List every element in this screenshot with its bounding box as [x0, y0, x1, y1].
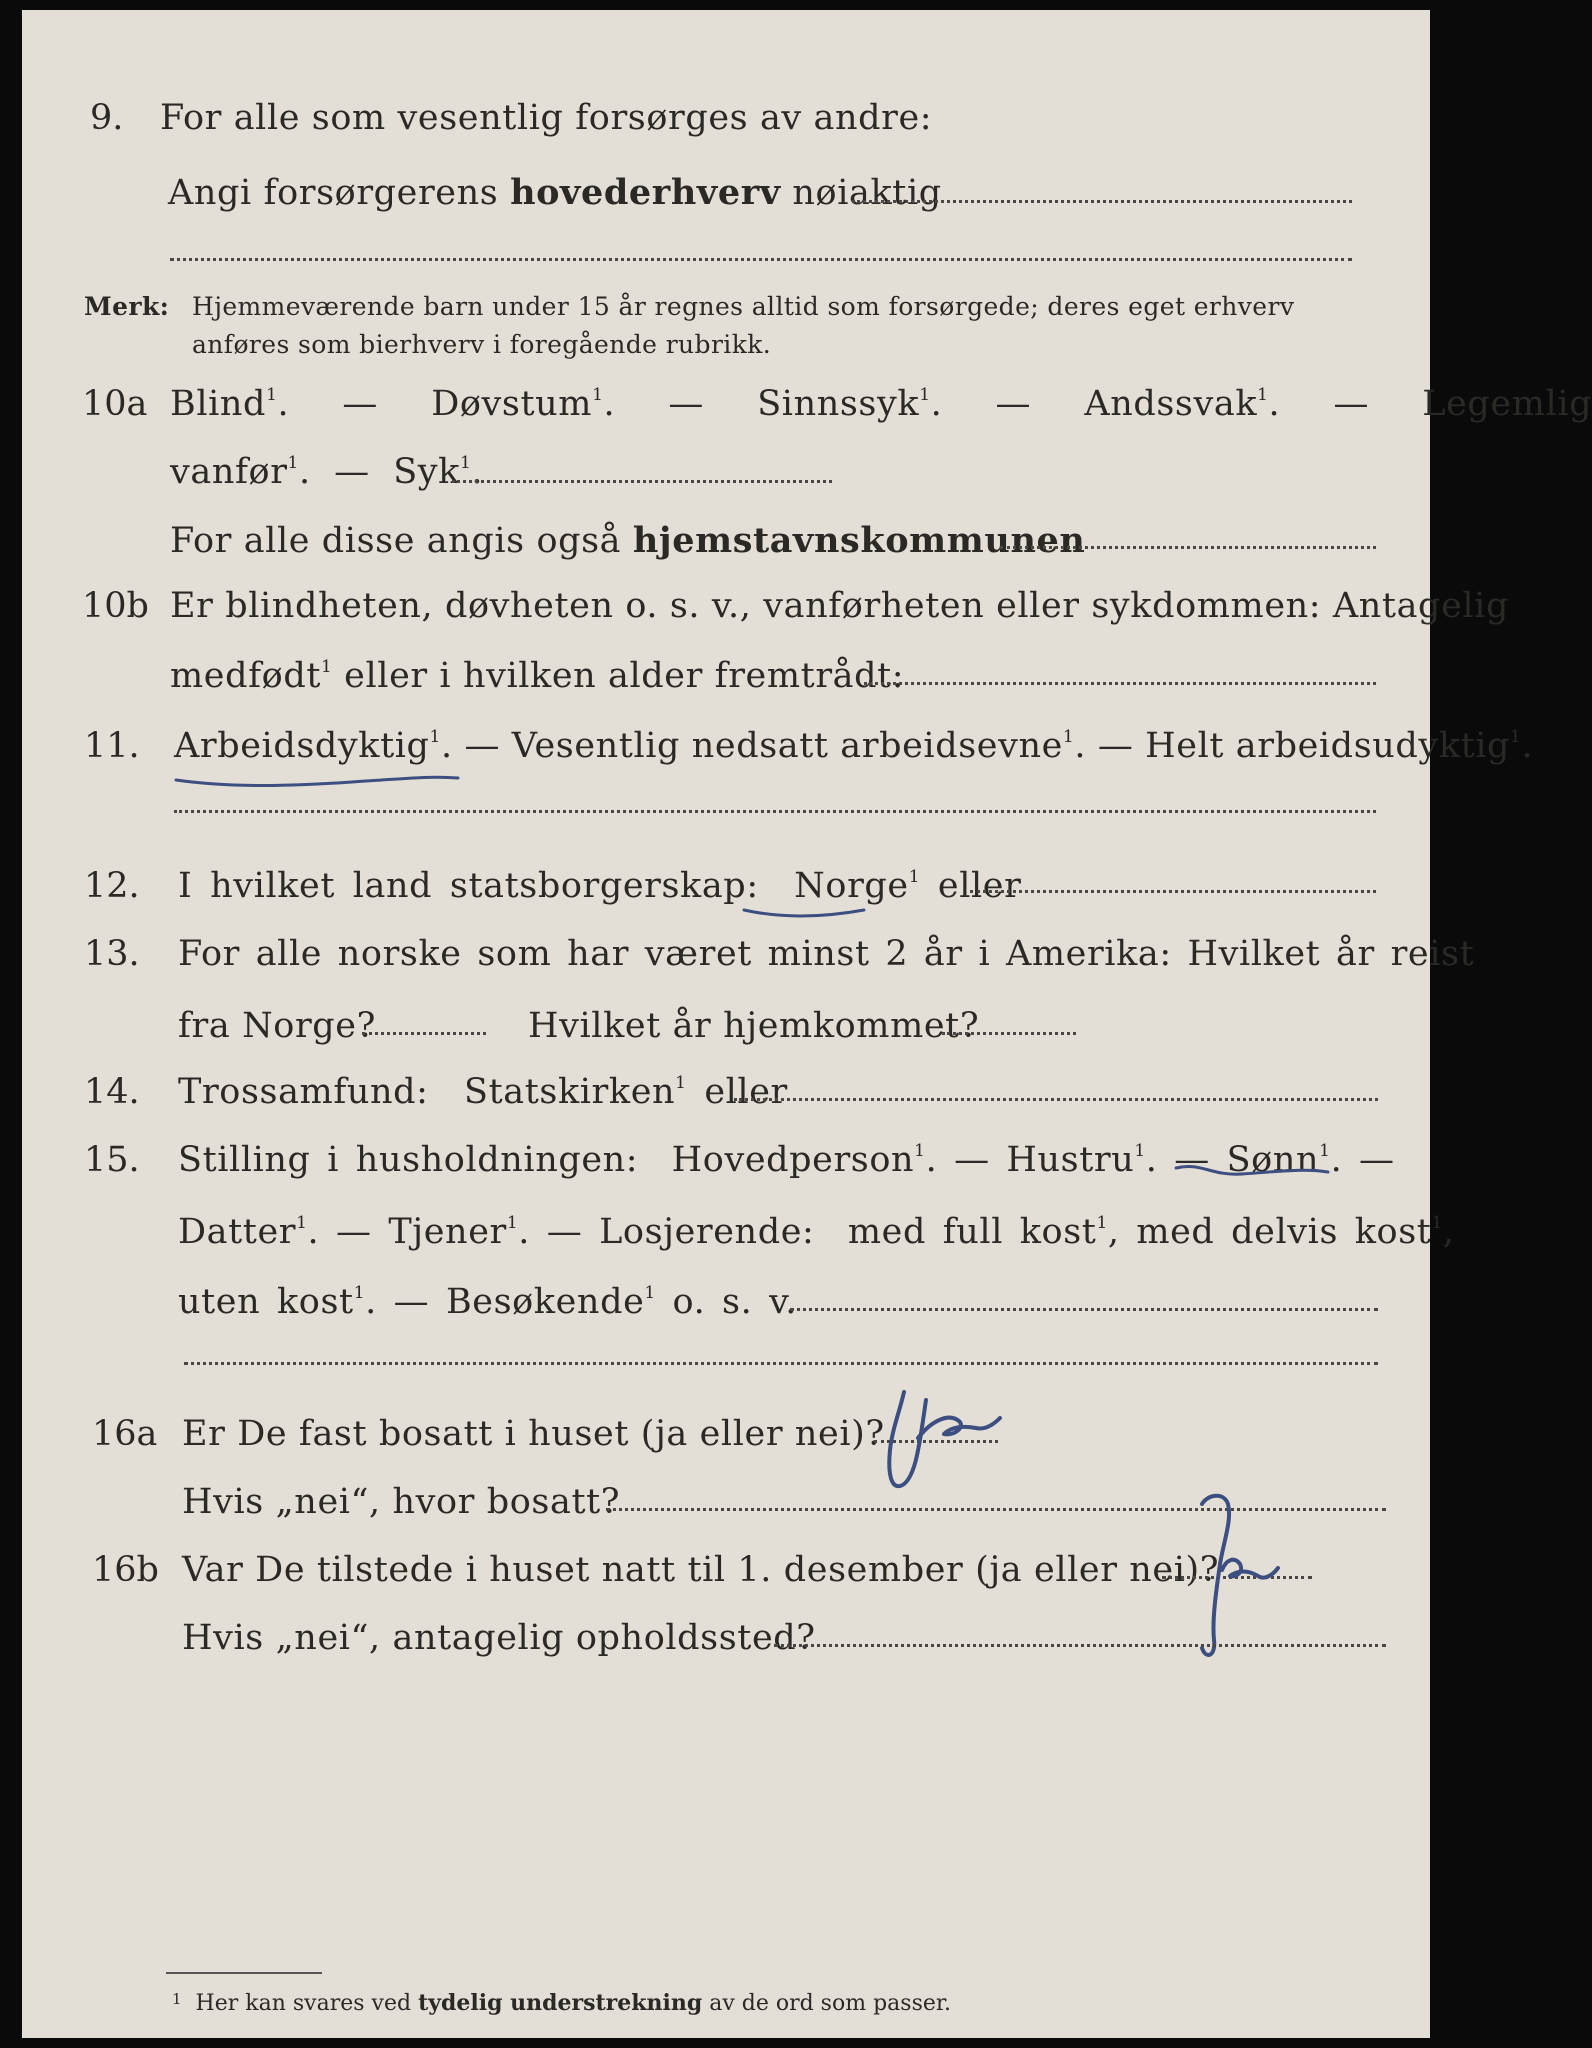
q10a-number: 10a: [82, 384, 148, 424]
q10a-line1: Blind$^1$. — Døvstum$^1$. — Sinnssyk$^1$. — Andssvak$^1$. — Legemlig: [170, 384, 1592, 424]
option-statskirken[interactable]: Statskirken$^1$: [464, 1072, 687, 1112]
merk-label: Merk:: [84, 292, 170, 321]
q16b-opholdssted-line[interactable]: [774, 1644, 1386, 1647]
underline-arbeidsdyktig: [172, 766, 462, 796]
option-syk[interactable]: Syk$^1$.: [393, 452, 484, 492]
q16a-line2: Hvis „nei“, hvor bosatt?: [182, 1482, 621, 1522]
q10a-answer-line[interactable]: [452, 480, 832, 483]
q9-answer-line-2[interactable]: [170, 258, 1352, 261]
q15-line1: Stilling i husholdningen: Hovedperson$^1$. — Hustru$^1$. — Sønn$^1$. —: [178, 1140, 1395, 1180]
option-sinnssyk[interactable]: Sinnssyk$^1$.: [757, 384, 943, 424]
q9-line2: Angi forsørgerens hovederhverv nøiaktig: [168, 172, 942, 213]
underline-norge: [740, 902, 870, 926]
q10a-hjemstavn-line[interactable]: [1000, 546, 1376, 549]
option-andssvak[interactable]: Andssvak$^1$.: [1084, 384, 1281, 424]
merk-line2: anføres som bierhverv i foregående rubrikk.: [192, 330, 772, 359]
underline-sonn: [1172, 1160, 1332, 1190]
q16b-line1: Var De tilstede i huset natt til 1. desember (ja eller nei)?: [182, 1550, 1220, 1590]
q12-answer-line[interactable]: [970, 890, 1376, 893]
option-besokende[interactable]: Besøkende$^1$: [445, 1282, 656, 1322]
q13-line2a: fra Norge?: [178, 1006, 376, 1046]
q10a-line3: For alle disse angis også hjemstavnskommunen: [170, 520, 1086, 561]
footnote-rule: [166, 1972, 322, 1974]
q10b-answer-line[interactable]: [864, 682, 1376, 685]
q13-reist-line[interactable]: [362, 1032, 486, 1035]
q16a-line1: Er De fast bosatt i huset (ja eller nei)?: [182, 1414, 885, 1454]
q13-hjemkommet-line[interactable]: [942, 1032, 1076, 1035]
option-udyktig[interactable]: Helt arbeidsudyktig$^1$.: [1145, 726, 1534, 766]
option-arbeidsdyktig[interactable]: Arbeidsdyktig$^1$.: [174, 726, 453, 766]
q10a-line2: vanfør$^1$. — Syk$^1$.: [170, 452, 484, 492]
q13-line2b: Hvilket år hjemkommet?: [528, 1006, 980, 1046]
q14-line: Trossamfund: Statskirken$^1$ eller: [178, 1072, 788, 1112]
option-vanfor[interactable]: vanfør$^1$.: [170, 452, 311, 492]
q12-line: I hvilket land statsborgerskap: Norge$^1$ eller: [178, 866, 1022, 906]
q11-line1: Arbeidsdyktig$^1$. — Vesentlig nedsatt arbeidsevne$^1$. — Helt arbeidsudyktig$^1$.: [174, 726, 1534, 766]
option-medfodt[interactable]: medfødt$^1$: [170, 656, 333, 696]
q10b-number: 10b: [82, 586, 149, 626]
census-form-page: [22, 10, 1592, 2038]
option-norge[interactable]: Norge$^1$: [794, 866, 921, 906]
q11-answer-line[interactable]: [174, 810, 1376, 813]
option-blind[interactable]: Blind$^1$.: [170, 384, 290, 424]
q13-number: 13.: [84, 934, 140, 974]
option-hustru[interactable]: Hustru$^1$.: [1006, 1140, 1158, 1180]
q15-number: 15.: [84, 1140, 140, 1180]
q14-number: 14.: [84, 1072, 140, 1112]
q15-line2: Datter$^1$. — Tjener$^1$. — Losjerende: med full kost$^1$, med delvis kost$^1$,: [178, 1212, 1455, 1252]
option-dovstum[interactable]: Døvstum$^1$.: [431, 384, 616, 424]
footnote: $^1$ Her kan svares ved tydelig understrekning av de ord som passer.: [172, 1990, 951, 2016]
q9-number: 9.: [90, 98, 124, 138]
handwritten-answer-ja-16b: [1162, 1480, 1282, 1670]
option-sonn[interactable]: Sønn$^1$.: [1226, 1140, 1343, 1180]
option-nedsatt[interactable]: Vesentlig nedsatt arbeidsevne$^1$.: [511, 726, 1087, 766]
q15-answer-line-2[interactable]: [184, 1362, 1378, 1365]
q15-answer-line[interactable]: [790, 1308, 1378, 1311]
q14-answer-line[interactable]: [734, 1098, 1378, 1101]
q9-line1: For alle som vesentlig forsørges av andre:: [160, 98, 933, 138]
q16a-number: 16a: [92, 1414, 158, 1454]
q16b-line2: Hvis „nei“, antagelig opholdssted?: [182, 1618, 816, 1658]
option-delvis-kost[interactable]: med delvis kost$^1$,: [1136, 1212, 1455, 1252]
option-tjener[interactable]: Tjener$^1$.: [388, 1212, 530, 1252]
q16b-number: 16b: [92, 1550, 159, 1590]
option-legemlig[interactable]: Legemlig: [1422, 384, 1592, 424]
option-datter[interactable]: Datter$^1$.: [178, 1212, 320, 1252]
option-uten-kost[interactable]: uten kost$^1$.: [178, 1282, 377, 1322]
merk-line1: Hjemmeværende barn under 15 år regnes alltid som forsørgede; deres eget erhverv: [192, 292, 1295, 321]
q10b-line2: medfødt$^1$ eller i hvilken alder fremtrådt:: [170, 656, 905, 696]
q10b-line1: Er blindheten, døvheten o. s. v., vanførheten eller sykdommen: Antagelig: [170, 586, 1509, 626]
handwritten-answer-ja-16a: [860, 1370, 1010, 1500]
q15-line3: uten kost$^1$. — Besøkende$^1$ o. s. v.: [178, 1282, 798, 1322]
q12-number: 12.: [84, 866, 140, 906]
q11-number: 11.: [84, 726, 140, 766]
option-hovedperson[interactable]: Hovedperson$^1$.: [671, 1140, 938, 1180]
q13-line1: For alle norske som har været minst 2 år i Amerika: Hvilket år reist: [178, 934, 1475, 974]
option-full-kost[interactable]: med full kost$^1$,: [847, 1212, 1120, 1252]
q9-answer-line[interactable]: [852, 200, 1352, 203]
